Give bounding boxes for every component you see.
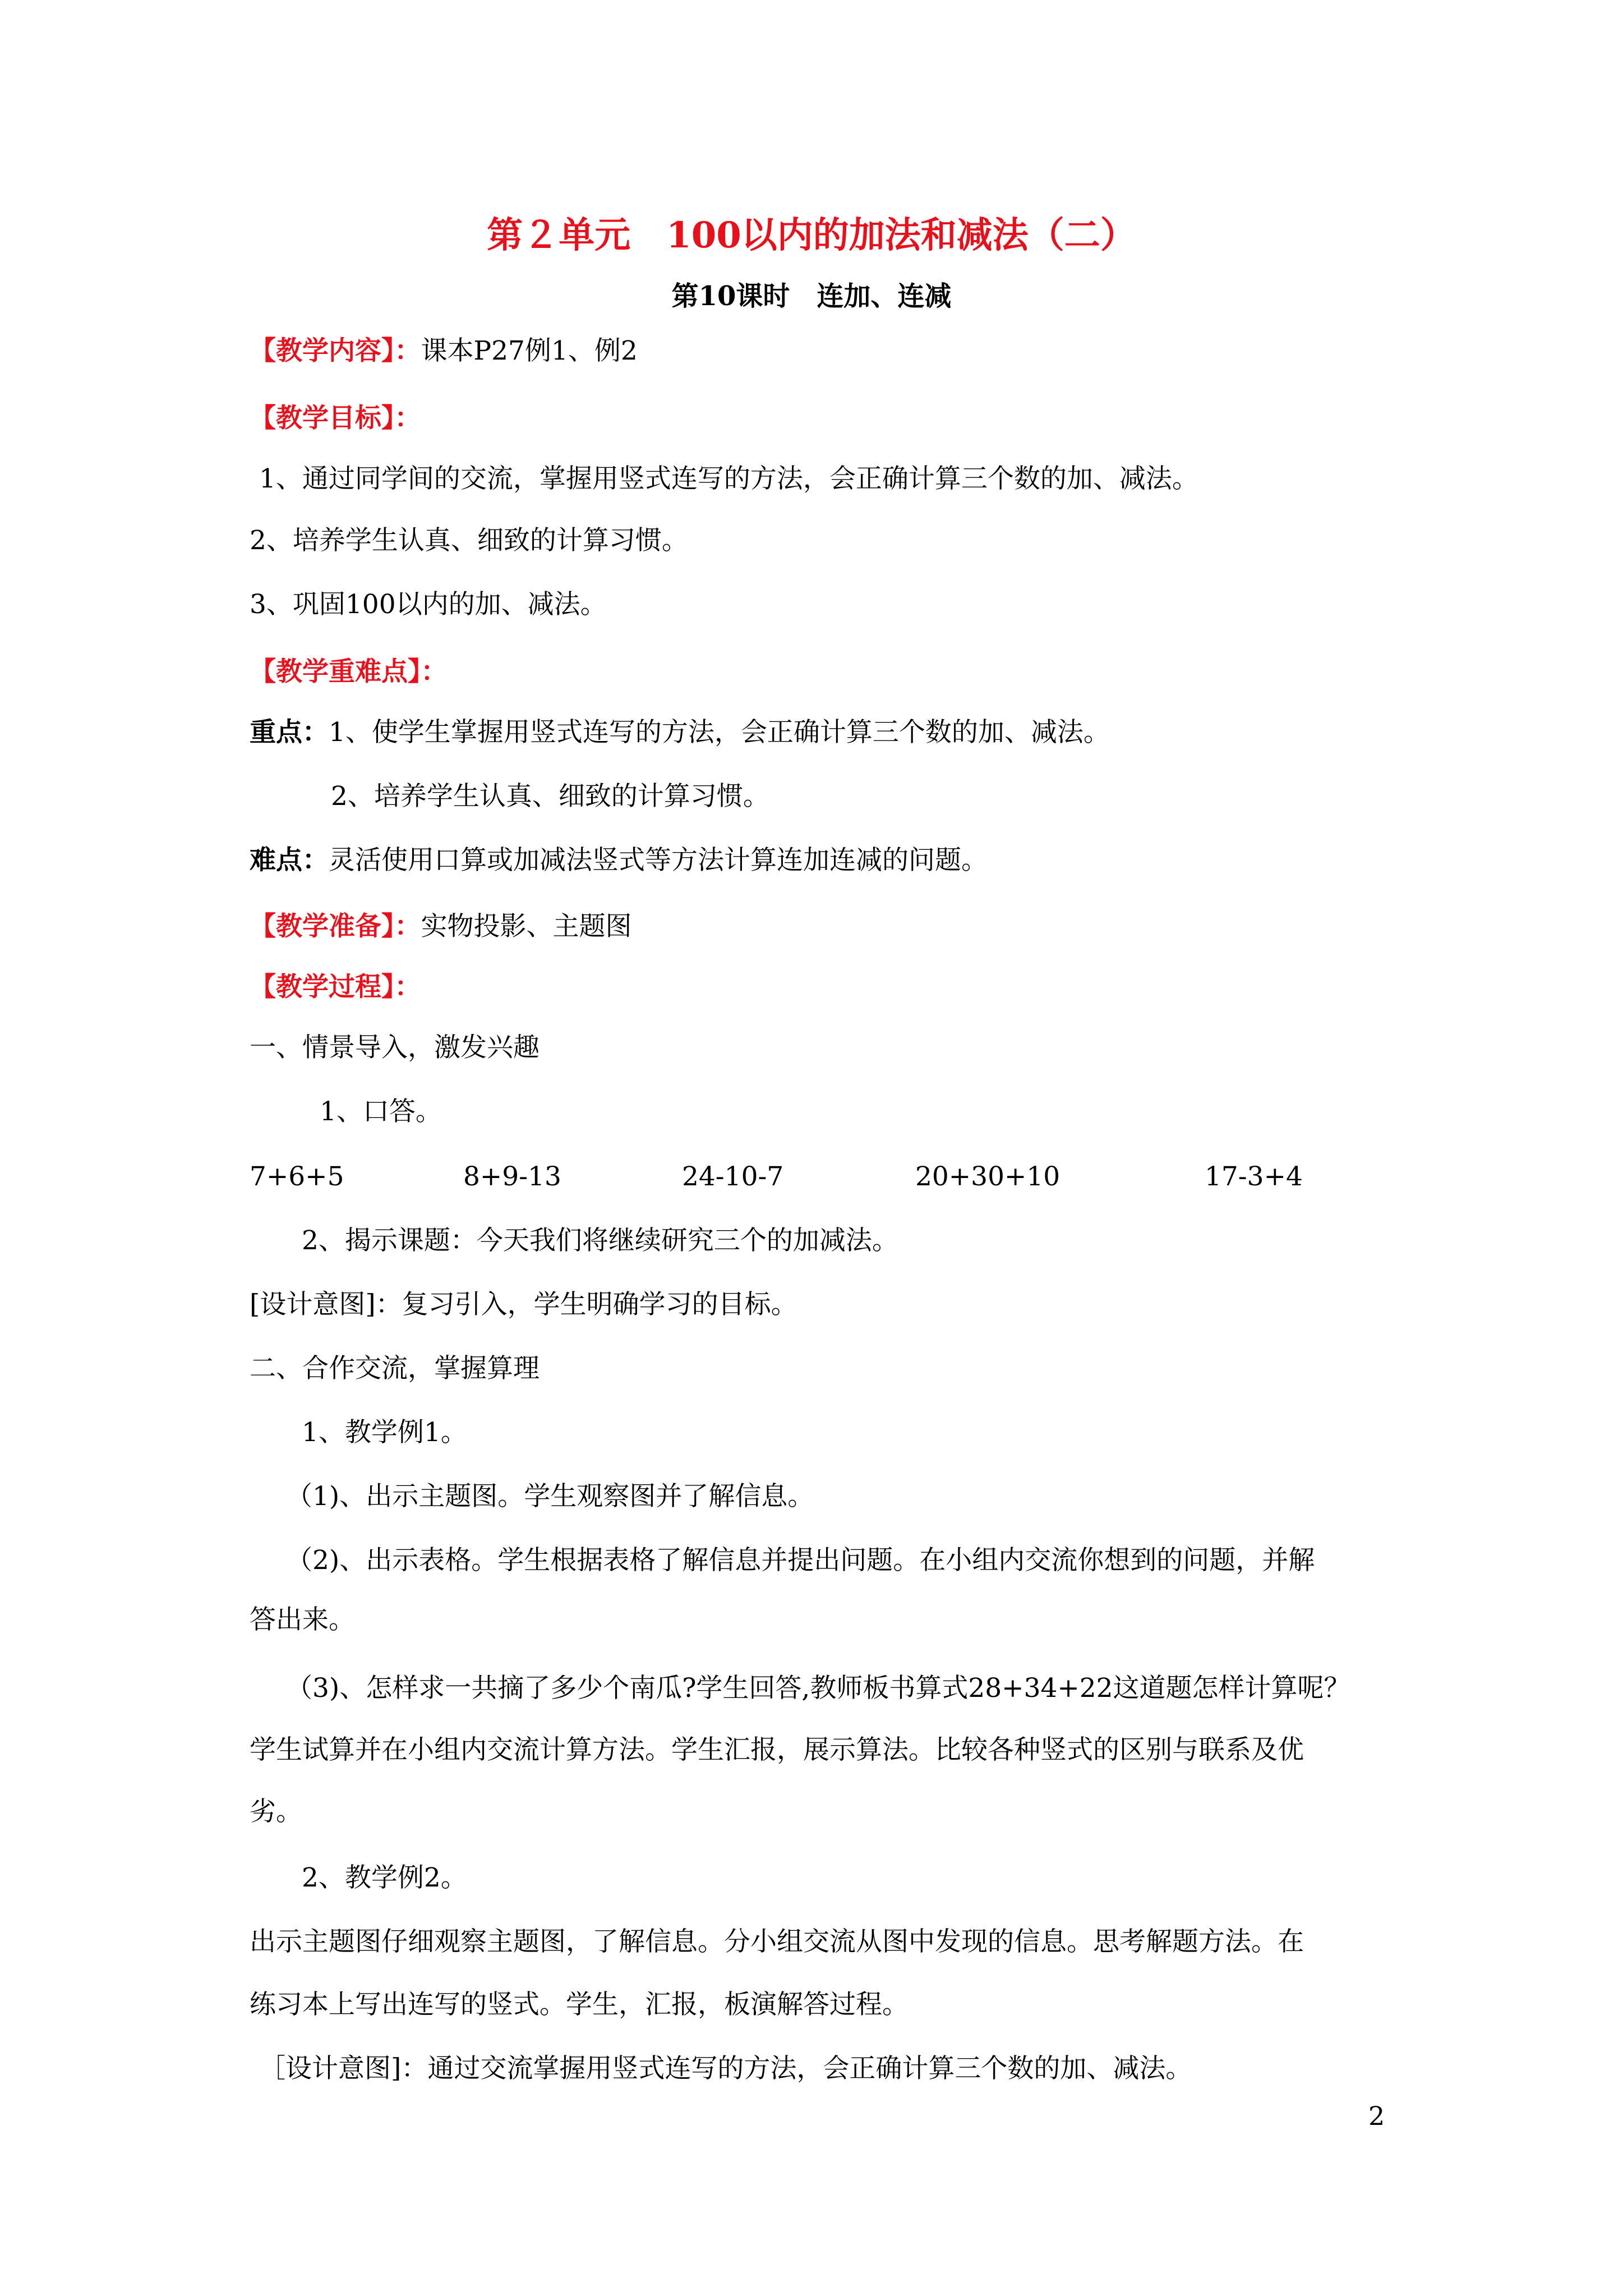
- process-line-1: 一、情景导入，激发兴趣: [250, 1032, 540, 1063]
- hard-text: 灵活使用口算或加减法竖式等方法计算连加连减的问题。: [329, 845, 988, 876]
- calc-item-4: 20+30+10: [915, 1161, 1061, 1192]
- process-line-15: 练习本上写出连写的竖式。学生，汇报，板演解答过程。: [250, 1989, 909, 2020]
- objectives-label: 【教学目标】：: [250, 403, 421, 434]
- process-line-3: 2、揭示课题：今天我们将继续研究三个的加减法。: [302, 1225, 898, 1256]
- process-line-13: 2、教学例2。: [302, 1862, 467, 1893]
- key-item-2: 2、培养学生认真、细致的计算习惯。: [331, 781, 769, 812]
- content-label: 【教学内容】：: [250, 335, 421, 366]
- objective-item-2: 2、培养学生认真、细致的计算习惯。: [250, 525, 688, 556]
- lesson-subtitle: 第10课时 连加、连减: [671, 280, 952, 312]
- objective-item-3: 3、巩固100以内的加、减法。: [250, 589, 607, 620]
- preparation-label: 【教学准备】：: [250, 911, 421, 942]
- calc-item-1: 7+6+5: [250, 1161, 344, 1192]
- page-number: 2: [1368, 2101, 1385, 2131]
- key-label: 重点：: [250, 717, 329, 748]
- process-line-14: 出示主题图仔细观察主题图，了解信息。分小组交流从图中发现的信息。思考解题方法。在: [250, 1926, 1304, 1957]
- process-line-7: （1)、出示主题图。学生观察图并了解信息。: [286, 1481, 814, 1512]
- content-line: [250, 333, 638, 369]
- key-point-line: [250, 715, 1110, 751]
- process-line-2: 1、口答。: [320, 1096, 442, 1127]
- unit-title: 第２单元 100以内的加法和减法（二）: [487, 214, 1136, 256]
- objective-item-1: 1、通过同学间的交流，掌握用竖式连写的方法，会正确计算三个数的加、减法。: [259, 463, 1198, 494]
- process-line-5: 二、合作交流，掌握算理: [250, 1353, 540, 1384]
- process-line-4: [设计意图]：复习引入，学生明确学习的目标。: [250, 1289, 797, 1320]
- process-line-12: 劣。: [250, 1796, 302, 1827]
- process-label: 【教学过程】：: [250, 972, 421, 1002]
- calc-item-5: 17-3+4: [1205, 1161, 1303, 1192]
- calc-item-2: 8+9-13: [463, 1161, 561, 1192]
- keypoints-label: 【教学重难点】：: [250, 656, 448, 687]
- process-line-11: 学生试算并在小组内交流计算方法。学生汇报，展示算法。比较各种竖式的区别与联系及优: [250, 1734, 1304, 1765]
- process-line-8: （2)、出示表格。学生根据表格了解信息并提出问题。在小组内交流你想到的问题，并解: [286, 1545, 1315, 1576]
- calc-item-3: 24-10-7: [682, 1161, 784, 1192]
- key-item-1: 1、使学生掌握用竖式连写的方法，会正确计算三个数的加、减法。: [329, 717, 1110, 748]
- process-line-10: （3)、怎样求一共摘了多少个南瓜?学生回答,教师板书算式28+34+22这道题怎样计算呢？: [286, 1673, 1350, 1704]
- process-line-6: 1、教学例1。: [302, 1417, 467, 1448]
- hard-point-line: [250, 843, 988, 878]
- process-line-16: ［设计意图]：通过交流掌握用竖式连写的方法，会正确计算三个数的加、减法。: [259, 2053, 1192, 2084]
- hard-label: 难点：: [250, 845, 329, 876]
- process-line-9: 答出来。: [250, 1604, 355, 1635]
- preparation-line: [250, 909, 632, 945]
- preparation-text: 实物投影、主题图: [421, 911, 632, 942]
- content-text: 课本P27例1、例2: [421, 335, 638, 366]
